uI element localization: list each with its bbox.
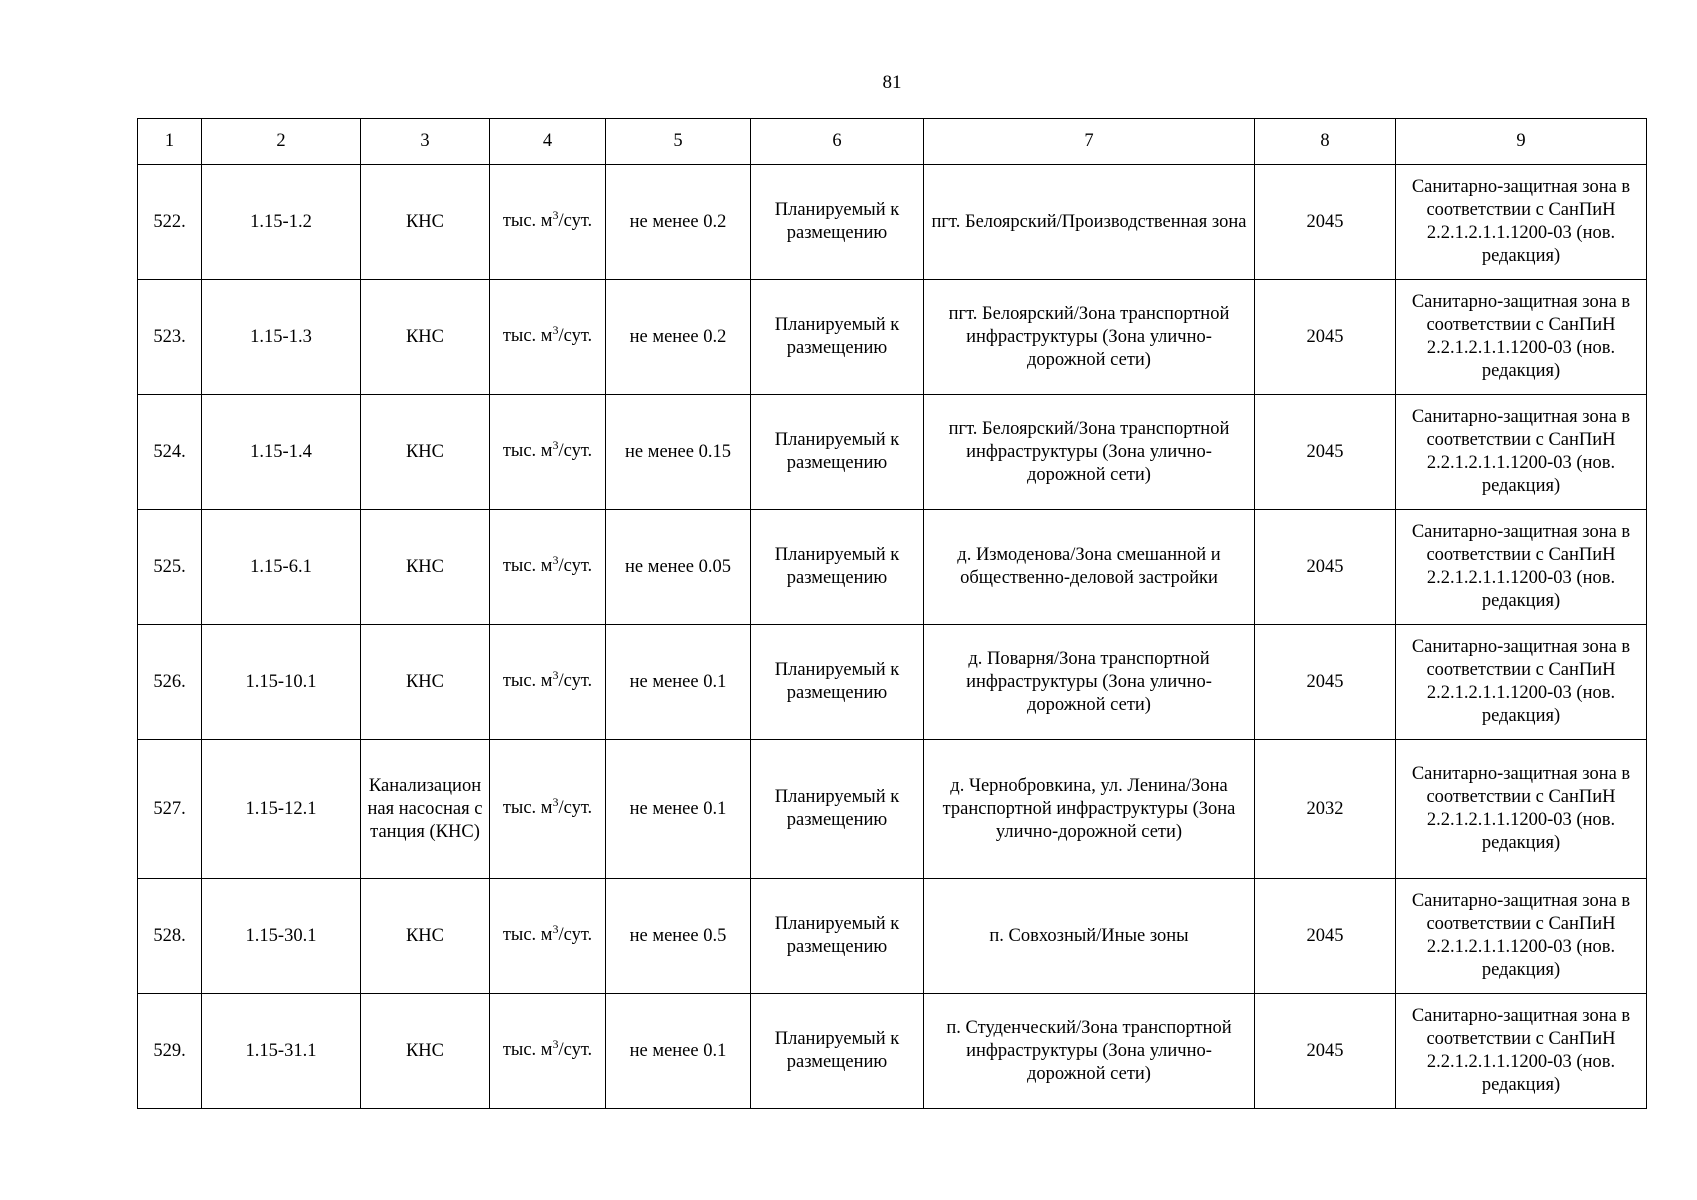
column-header: 8 (1255, 119, 1396, 165)
column-header: 5 (606, 119, 751, 165)
capacity: не менее 0.05 (606, 510, 751, 625)
object-name: Канализационная насосная станция (КНС) (361, 740, 490, 879)
status: Планируемый к размещению (751, 879, 924, 994)
unit-prefix: тыс. м (502, 671, 553, 691)
protection-zone: Санитарно-защитная зона в соответствии с СанПиН 2.2.1.2.1.1.1200-03 (нов. редакция) (1396, 165, 1647, 280)
unit-prefix: тыс. м (502, 925, 553, 945)
unit-suffix: /сут. (558, 1040, 593, 1060)
year: 2045 (1255, 879, 1396, 994)
status: Планируемый к размещению (751, 510, 924, 625)
status: Планируемый к размещению (751, 740, 924, 879)
protection-zone: Санитарно-защитная зона в соответствии с СанПиН 2.2.1.2.1.1.1200-03 (нов. редакция) (1396, 625, 1647, 740)
unit-prefix: тыс. м (502, 1040, 553, 1060)
capacity: не менее 0.15 (606, 395, 751, 510)
table-header-row (138, 119, 1647, 165)
column-header: 2 (202, 119, 361, 165)
row-number: 527. (138, 740, 202, 879)
location: пгт. Белоярский/Производственная зона (924, 165, 1255, 280)
table-row (138, 510, 1647, 625)
status: Планируемый к размещению (751, 395, 924, 510)
unit-prefix: тыс. м (502, 556, 553, 576)
unit-prefix: тыс. м (502, 211, 553, 231)
year: 2032 (1255, 740, 1396, 879)
capacity: не менее 0.1 (606, 994, 751, 1109)
object-name: КНС (361, 625, 490, 740)
unit-prefix: тыс. м (502, 326, 553, 346)
table-row (138, 740, 1647, 879)
column-header: 7 (924, 119, 1255, 165)
unit-cell (490, 395, 606, 510)
unit-cell (490, 165, 606, 280)
row-number: 528. (138, 879, 202, 994)
unit-suffix: /сут. (558, 556, 593, 576)
row-number: 525. (138, 510, 202, 625)
unit-prefix: тыс. м (502, 798, 553, 818)
capacity: не менее 0.2 (606, 165, 751, 280)
table-row (138, 395, 1647, 510)
protection-zone: Санитарно-защитная зона в соответствии с СанПиН 2.2.1.2.1.1.1200-03 (нов. редакция) (1396, 879, 1647, 994)
facilities-table (137, 118, 1647, 1109)
location: д. Измоденова/Зона смешанной и общественно-деловой застройки (924, 510, 1255, 625)
unit-sup: 3 (552, 208, 559, 222)
object-code: 1.15-1.4 (202, 395, 361, 510)
table-row (138, 879, 1647, 994)
unit-suffix: /сут. (558, 925, 593, 945)
protection-zone: Санитарно-защитная зона в соответствии с СанПиН 2.2.1.2.1.1.1200-03 (нов. редакция) (1396, 510, 1647, 625)
protection-zone: Санитарно-защитная зона в соответствии с СанПиН 2.2.1.2.1.1.1200-03 (нов. редакция) (1396, 740, 1647, 879)
object-code: 1.15-1.3 (202, 280, 361, 395)
protection-zone: Санитарно-защитная зона в соответствии с СанПиН 2.2.1.2.1.1.1200-03 (нов. редакция) (1396, 280, 1647, 395)
object-name: КНС (361, 879, 490, 994)
unit-sup: 3 (552, 553, 559, 567)
row-number: 526. (138, 625, 202, 740)
unit-suffix: /сут. (558, 326, 593, 346)
unit-cell (490, 625, 606, 740)
column-header: 9 (1396, 119, 1647, 165)
year: 2045 (1255, 994, 1396, 1109)
object-name: КНС (361, 165, 490, 280)
row-number: 524. (138, 395, 202, 510)
unit-sup: 3 (552, 438, 559, 452)
unit-cell (490, 510, 606, 625)
row-number: 523. (138, 280, 202, 395)
object-name: КНС (361, 510, 490, 625)
column-header: 6 (751, 119, 924, 165)
unit-prefix: тыс. м (502, 441, 553, 461)
column-header: 3 (361, 119, 490, 165)
status: Планируемый к размещению (751, 625, 924, 740)
unit-cell (490, 280, 606, 395)
object-code: 1.15-10.1 (202, 625, 361, 740)
unit-cell (490, 994, 606, 1109)
status: Планируемый к размещению (751, 280, 924, 395)
location: пгт. Белоярский/Зона транспортной инфраструктуры (Зона улично-дорожной сети) (924, 280, 1255, 395)
page-number: 81 (882, 72, 902, 93)
unit-sup: 3 (552, 1037, 559, 1051)
object-name: КНС (361, 994, 490, 1109)
unit-suffix: /сут. (558, 441, 593, 461)
protection-zone: Санитарно-защитная зона в соответствии с СанПиН 2.2.1.2.1.1.1200-03 (нов. редакция) (1396, 395, 1647, 510)
object-code: 1.15-12.1 (202, 740, 361, 879)
capacity: не менее 0.1 (606, 740, 751, 879)
unit-sup: 3 (552, 795, 559, 809)
year: 2045 (1255, 280, 1396, 395)
object-code: 1.15-1.2 (202, 165, 361, 280)
year: 2045 (1255, 165, 1396, 280)
row-number: 529. (138, 994, 202, 1109)
unit-suffix: /сут. (558, 671, 593, 691)
table-row (138, 165, 1647, 280)
object-name: КНС (361, 395, 490, 510)
capacity: не менее 0.2 (606, 280, 751, 395)
location: пгт. Белоярский/Зона транспортной инфраструктуры (Зона улично-дорожной сети) (924, 395, 1255, 510)
unit-sup: 3 (552, 922, 559, 936)
year: 2045 (1255, 510, 1396, 625)
capacity: не менее 0.5 (606, 879, 751, 994)
location: д. Чернобровкина, ул. Ленина/Зона транспортной инфраструктуры (Зона улично-дорожной сети) (924, 740, 1255, 879)
unit-cell (490, 740, 606, 879)
column-header: 1 (138, 119, 202, 165)
status: Планируемый к размещению (751, 165, 924, 280)
unit-sup: 3 (552, 323, 559, 337)
unit-cell (490, 879, 606, 994)
table-row (138, 280, 1647, 395)
unit-suffix: /сут. (558, 211, 593, 231)
location: п. Совхозный/Иные зоны (924, 879, 1255, 994)
row-number: 522. (138, 165, 202, 280)
location: д. Поварня/Зона транспортной инфраструктуры (Зона улично-дорожной сети) (924, 625, 1255, 740)
object-code: 1.15-6.1 (202, 510, 361, 625)
year: 2045 (1255, 395, 1396, 510)
unit-sup: 3 (552, 668, 559, 682)
year: 2045 (1255, 625, 1396, 740)
unit-suffix: /сут. (558, 798, 593, 818)
table-row (138, 994, 1647, 1109)
protection-zone: Санитарно-защитная зона в соответствии с СанПиН 2.2.1.2.1.1.1200-03 (нов. редакция) (1396, 994, 1647, 1109)
object-name: КНС (361, 280, 490, 395)
location: п. Студенческий/Зона транспортной инфраструктуры (Зона улично-дорожной сети) (924, 994, 1255, 1109)
capacity: не менее 0.1 (606, 625, 751, 740)
status: Планируемый к размещению (751, 994, 924, 1109)
object-code: 1.15-30.1 (202, 879, 361, 994)
table-row (138, 625, 1647, 740)
object-code: 1.15-31.1 (202, 994, 361, 1109)
column-header: 4 (490, 119, 606, 165)
